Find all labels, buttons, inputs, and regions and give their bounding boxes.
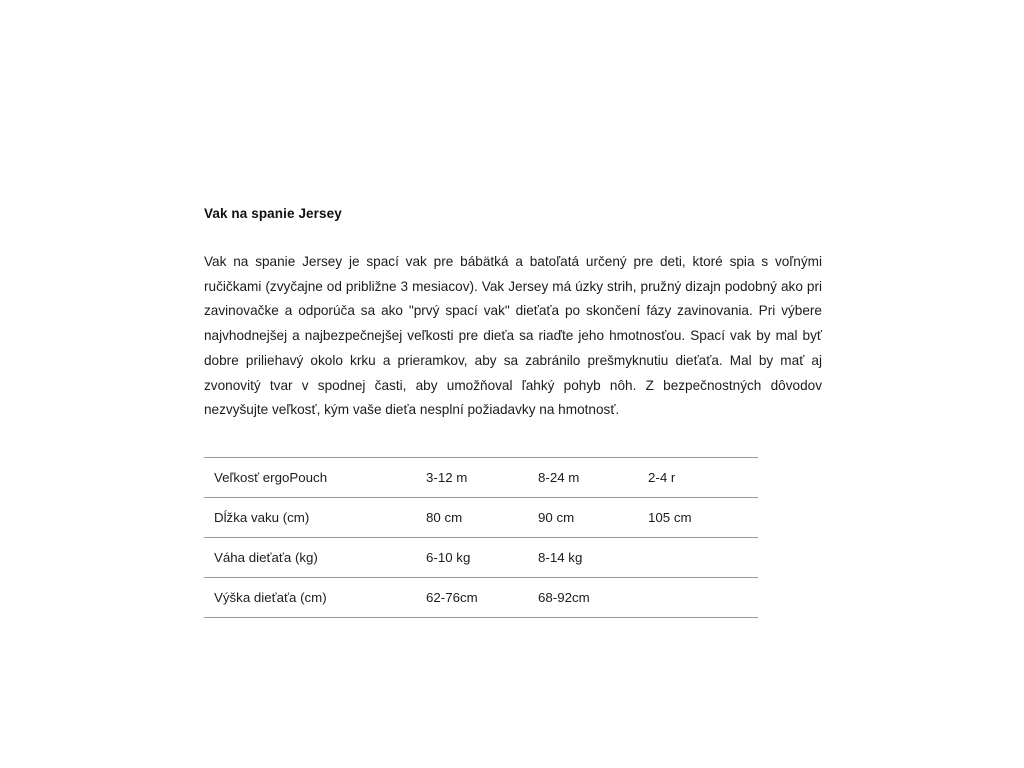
size-specification-table xyxy=(204,457,758,618)
table-row-label: Veľkosť ergoPouch xyxy=(214,470,328,486)
document-content xyxy=(204,205,822,618)
table-cell-size-3 xyxy=(648,578,758,618)
table-cell-size-2: 8-24 m xyxy=(538,470,580,486)
table-row-label: Dĺžka vaku (cm) xyxy=(214,510,310,526)
table-row xyxy=(204,538,758,578)
table-cell-size-1: 80 cm xyxy=(426,510,463,526)
table-cell-size-1: 3-12 m xyxy=(426,470,468,486)
table-cell-size-3: 2-4 r xyxy=(648,470,676,486)
table-cell-size-1: 62-76cm xyxy=(426,590,478,606)
page-title: Vak na spanie Jersey xyxy=(204,206,342,221)
table-cell-size-2: 68-92cm xyxy=(538,590,590,606)
table-row xyxy=(204,458,758,498)
product-description-paragraph: Vak na spanie Jersey je spací vak pre bábätká a batoľatá určený pre deti, ktoré spia s voľnými ručičkami (zvyčajne od približne 3 mesiacov). Vak Jersey má úzky strih, pružný dizajn podobný ako pri zavinovačke a odporúča sa ako "prvý spací vak" dieťaťa po skončení fázy zavinovania. Pri výbere najvhodnejšej a najbezpečnejšej veľkosti pre dieťa sa riaďte jeho hmotnosťou. Spací vak by mal byť dobre priliehavý okolo krku a prieramkov, aby sa zabránilo prešmyknutiu dieťaťa. Mal by mať aj zvonovitý tvar v spodnej časti, aby umožňoval ľahký pohyb nôh. Z bezpečnostných dôvodov nezvyšujte veľkosť, kým vaše dieťa nesplní požiadavky na hmotnosť. xyxy=(204,253,822,418)
table-row xyxy=(204,578,758,618)
table-row-label: Výška dieťaťa (cm) xyxy=(214,590,327,606)
table-row xyxy=(204,498,758,538)
table-cell-size-1: 6-10 kg xyxy=(426,550,471,566)
table-cell-size-2: 90 cm xyxy=(538,510,575,526)
table-cell-size-3: 105 cm xyxy=(648,510,692,526)
table-cell-size-3 xyxy=(648,538,758,578)
table-row-label: Váha dieťaťa (kg) xyxy=(214,550,318,566)
table-cell-size-2: 8-14 kg xyxy=(538,550,583,566)
